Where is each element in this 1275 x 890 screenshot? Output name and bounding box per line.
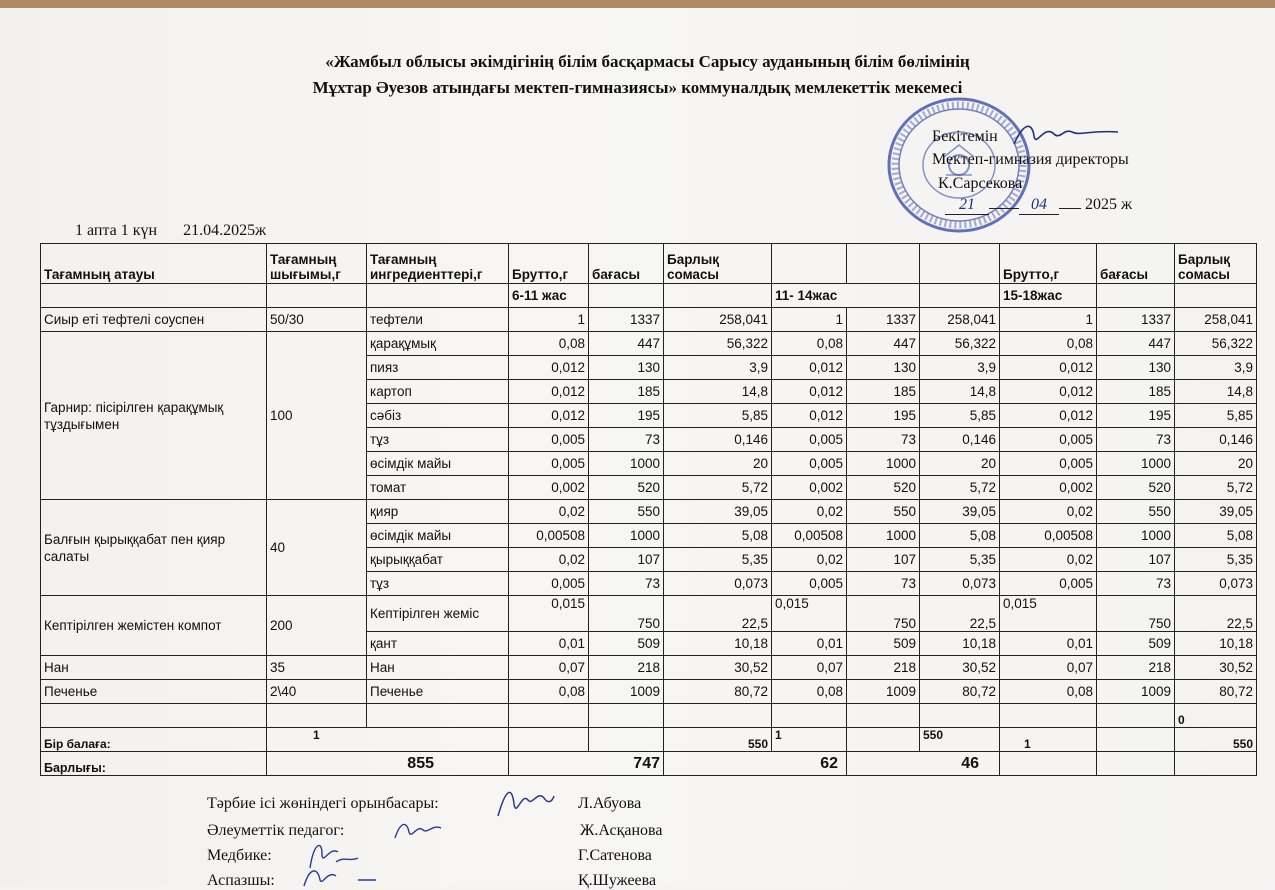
- header-total-3: Барлық сомасы: [1175, 244, 1257, 284]
- age-group-3: 15-18жас: [1000, 284, 1097, 308]
- dish-name: Нан: [41, 656, 267, 680]
- approve-date: [945, 196, 1165, 215]
- signature-role-deputy: Тәрбие ісі жөніндегі орынбасары:: [207, 795, 439, 812]
- table-row: өсімдік майы 0,005 1000 20 0,005 1000 20 0,005 1000 20: [41, 452, 1257, 476]
- header-yield: Тағамның шығымы,г: [267, 244, 367, 284]
- age-group-row: [41, 284, 1257, 308]
- signature-role-cook: Аспазшы:: [207, 872, 275, 889]
- table-row: томат 0,002 520 5,72 0,002 520 5,72 0,002 520 5,72: [41, 476, 1257, 500]
- approve-position: Мектеп-гимназия директоры: [932, 151, 1129, 168]
- per-child-row: Бір балаға: 1 550 1 550 1 550: [41, 728, 1257, 752]
- table-row: тұз 0,005 73 0,146 0,005 73 0,146 0,005 73 0,146: [41, 428, 1257, 452]
- dish-yield: 35: [267, 656, 367, 680]
- approve-date-month: 04: [1019, 196, 1059, 215]
- ingredient: тефтели: [367, 308, 509, 332]
- table-header-row: [41, 244, 1257, 284]
- approve-label: Бекітемін: [932, 128, 998, 145]
- dish-yield: 50/30: [267, 308, 367, 332]
- header-line-2: Мұхтар Әуезов атындағы мектеп-гимназиясы» коммуналдық мемлекеттік мекемесі: [312, 78, 963, 97]
- table-row: қырыққабат 0,02 107 5,35 0,02 107 5,35 0,02 107 5,35: [41, 548, 1257, 572]
- table-row: тұз 0,005 73 0,073 0,005 73 0,073 0,005 73 0,073: [41, 572, 1257, 596]
- table-row: [41, 704, 1257, 728]
- dish-name: Кептірілген жемістен компот: [41, 596, 267, 656]
- signature-name-cook: Қ.Шужеева: [578, 872, 657, 889]
- table-row: Гарнир: пісірілген қарақұмық тұздығымен 100 қарақұмық 0,08 447 56,322 0,08 447 56,322 0,08 447 56,322: [41, 332, 1257, 356]
- header-price-3: бағасы: [1097, 244, 1175, 284]
- signature-role-nurse: Медбике:: [207, 847, 272, 864]
- week-line: [75, 222, 266, 240]
- header-gross: Брутто,г: [509, 244, 589, 284]
- table-row: Печенье 2\40 Печенье 0,08 1009 80,72 0,08 1009 80,72 0,08 1009 80,72: [41, 680, 1257, 704]
- approve-date-day: 21: [945, 196, 989, 215]
- grand-total-label: Барлығы:: [41, 752, 267, 776]
- table-row: Балғын қырыққабат пен қияр салаты 40 қияр 0,02 550 39,05 0,02 550 39,05 0,02 550 39,05: [41, 500, 1257, 524]
- dish-yield: 40: [267, 500, 367, 596]
- week-date: 21.04.2025ж: [183, 222, 267, 239]
- empty-total: 0: [1175, 704, 1257, 728]
- header-line-1: «Жамбыл облысы әкімдігінің білім басқармасы Сарысу ауданының білім бөлімінің: [325, 52, 970, 71]
- dish-yield: 200: [267, 596, 367, 656]
- director-signature-icon: [1010, 118, 1120, 154]
- table-row: Кептірілген жемістен компот 200 Кептірілген жеміс 0,015 750 22,5 0,015 750 22,5 0,015 750 22,5: [41, 596, 1257, 632]
- dish-name: Гарнир: пісірілген қарақұмық тұздығымен: [41, 332, 267, 500]
- approve-name: К.Сарсекова: [938, 175, 1023, 192]
- signature-role-social: Әлеуметтік педагог:: [207, 822, 345, 839]
- social-signature-icon: [393, 814, 443, 844]
- per-child-label: Бір балаға:: [41, 728, 267, 752]
- signature-name-deputy: Л.Абуова: [578, 795, 642, 812]
- dish-name: Печенье: [41, 680, 267, 704]
- dish-yield: 100: [267, 332, 367, 500]
- table-row: картоп 0,012 185 14,8 0,012 185 14,8 0,012 185 14,8: [41, 380, 1257, 404]
- table-row: сәбіз 0,012 195 5,85 0,012 195 5,85 0,012 195 5,85: [41, 404, 1257, 428]
- dish-name: Сиыр еті тефтелі соуспен: [41, 308, 267, 332]
- header-price: бағасы: [589, 244, 664, 284]
- table-row: қант 0,01 509 10,18 0,01 509 10,18 0,01 509 10,18: [41, 632, 1257, 656]
- background-edge: [0, 0, 1275, 8]
- approve-date-year: 2025 ж: [1085, 196, 1133, 213]
- deputy-signature-icon: [494, 782, 556, 822]
- cook-signature-icon: [300, 862, 380, 887]
- table-row: өсімдік майы 0,00508 1000 5,08 0,00508 1000 5,08 0,00508 1000 5,08: [41, 524, 1257, 548]
- menu-table: [40, 243, 1257, 776]
- header-gross-3: Брутто,г: [1000, 244, 1097, 284]
- header-dish: Тағамның атауы: [41, 244, 267, 284]
- header-ingredients: Тағамның ингредиенттері,г: [367, 244, 509, 284]
- signature-name-nurse: Г.Сатенова: [578, 847, 652, 864]
- table-row: пияз 0,012 130 3,9 0,012 130 3,9 0,012 130 3,9: [41, 356, 1257, 380]
- age-group-1: 6-11 жас: [509, 284, 589, 308]
- signature-name-social: Ж.Асқанова: [580, 822, 663, 839]
- age-group-2: 11- 14жас: [772, 284, 920, 308]
- dish-yield: 2\40: [267, 680, 367, 704]
- dish-name: Балғын қырыққабат пен қияр салаты: [41, 500, 267, 596]
- table-row: Нан 35 Нан 0,07 218 30,52 0,07 218 30,52 0,07 218 30,52: [41, 656, 1257, 680]
- grand-total-row: Барлығы: 855 747 62 46: [41, 752, 1257, 776]
- header-total: Барлық сомасы: [664, 244, 772, 284]
- table-row: Сиыр еті тефтелі соуспен 50/30 тефтели 1 1337 258,041 1 1337 258,041 1 1337 258,041: [41, 308, 1257, 332]
- week-label: 1 апта 1 күн: [75, 222, 158, 239]
